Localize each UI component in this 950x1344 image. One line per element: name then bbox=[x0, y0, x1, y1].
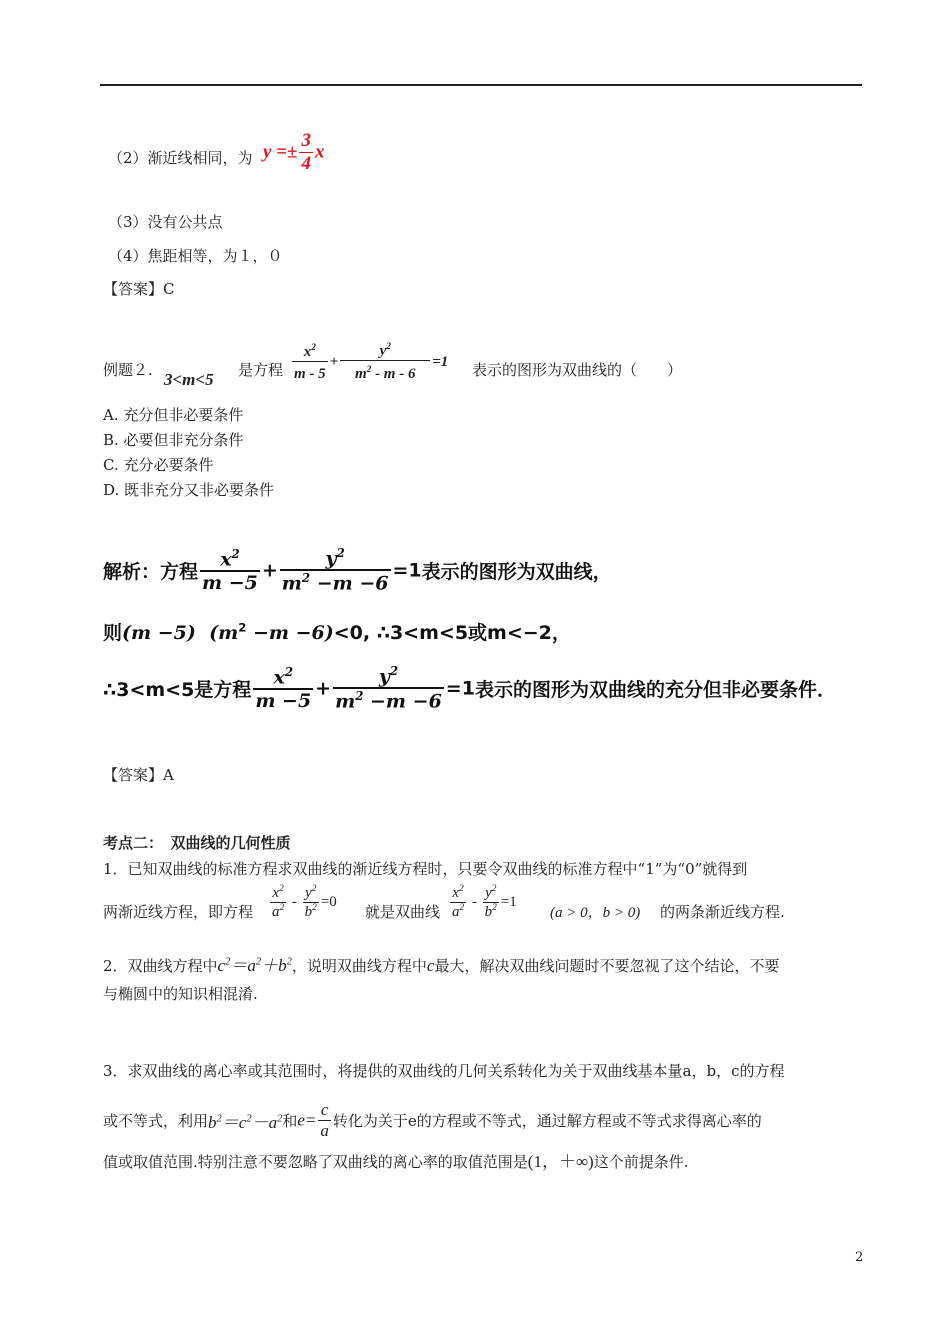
para-2a: 2．双曲线方程中$c^2=a^2+b^2$，说明双曲线方程中c最大，解决双曲线问题时不要忽视了这个结论，不要 bbox=[103, 956, 780, 975]
hyperbola-equation: $\frac{x^2}{a^2}$ - $\frac{y^2}{b^2}$ =1 bbox=[452, 884, 517, 920]
item-2: （2）渐近线相同，为 bbox=[108, 149, 253, 167]
section-title: 考点二： 双曲线的几何性质 bbox=[103, 834, 291, 852]
asymptote-equation: $\frac{x^2}{a^2}$ - $\frac{y^2}{b^2}$ =0 bbox=[272, 884, 337, 920]
example-equation: $\frac{x^2}{m - 5}$ + $\frac{y^2}{m^2 - m - 6}$ =1 bbox=[294, 342, 449, 382]
example-condition: 3<m<5 bbox=[164, 370, 214, 389]
option-a: A. 充分但非必要条件 bbox=[103, 406, 244, 424]
header-rule bbox=[100, 84, 862, 86]
para-1d: 的两条渐近线方程. bbox=[660, 903, 785, 921]
solution-line-1: 解析：方程 $\frac{x^2}{m -5}$ + $\frac{y^2}{m^2 -m -6}$ =1表示的图形为双曲线， bbox=[103, 546, 612, 595]
item-4: （4）焦距相等，为１，０ bbox=[108, 247, 283, 265]
option-d: D. 既非充分又非必要条件 bbox=[103, 481, 275, 499]
para-3b: 或不等式，利用$b^2=c^2-a^2$和e= $\frac{c}{a}$ 转化为关于e的方程或不等式，通过解方程或不等式求得离心率的 bbox=[103, 1100, 762, 1140]
para-2b: 与椭圆中的知识相混淆. bbox=[103, 985, 258, 1003]
item-3: （3）没有公共点 bbox=[108, 213, 223, 231]
ab-condition: (a > 0，b > 0) bbox=[550, 905, 641, 921]
example-label: 例题２. bbox=[103, 361, 153, 379]
para-3a: 3．求双曲线的离心率或其范围时，将提供的双曲线的几何关系转化为关于双曲线基本量a，b，c的方程 bbox=[103, 1062, 785, 1080]
option-b: B. 必要但非充分条件 bbox=[103, 431, 244, 449]
asymptote-formula: y =± $\frac{3}{4}$ x bbox=[263, 130, 325, 174]
example-tail: 表示的图形为双曲线的（ ） bbox=[472, 361, 683, 379]
para-1c: 就是双曲线 bbox=[365, 903, 441, 921]
para-1a: 1．已知双曲线的标准方程求双曲线的渐近线方程时，只要令双曲线的标准方程中“1”为“0”就得到 bbox=[103, 860, 748, 878]
answer-1: 【答案】C bbox=[103, 280, 175, 298]
solution-line-3: ∴3<m<5是方程 $\frac{x^2}{m -5}$ + $\frac{y^2}{m^2 -m -6}$ =1表示的图形为双曲线的充分但非必要条件． bbox=[103, 664, 836, 713]
para-3c: 值或取值范围.特别注意不要忽略了双曲线的离心率的取值范围是(1，＋∞)这个前提条件. bbox=[103, 1152, 689, 1171]
page-number: 2 bbox=[855, 1250, 864, 1265]
solution-line-2: 则(m −5) $(m^2 -m -6)<0$, ∴3<m<5或m<−2， bbox=[103, 620, 571, 644]
option-c: C. 充分必要条件 bbox=[103, 456, 214, 474]
para-1b: 两渐近线方程，即方程 bbox=[103, 903, 254, 921]
example-mid: 是方程 bbox=[238, 361, 284, 379]
answer-2: 【答案】A bbox=[103, 766, 174, 784]
